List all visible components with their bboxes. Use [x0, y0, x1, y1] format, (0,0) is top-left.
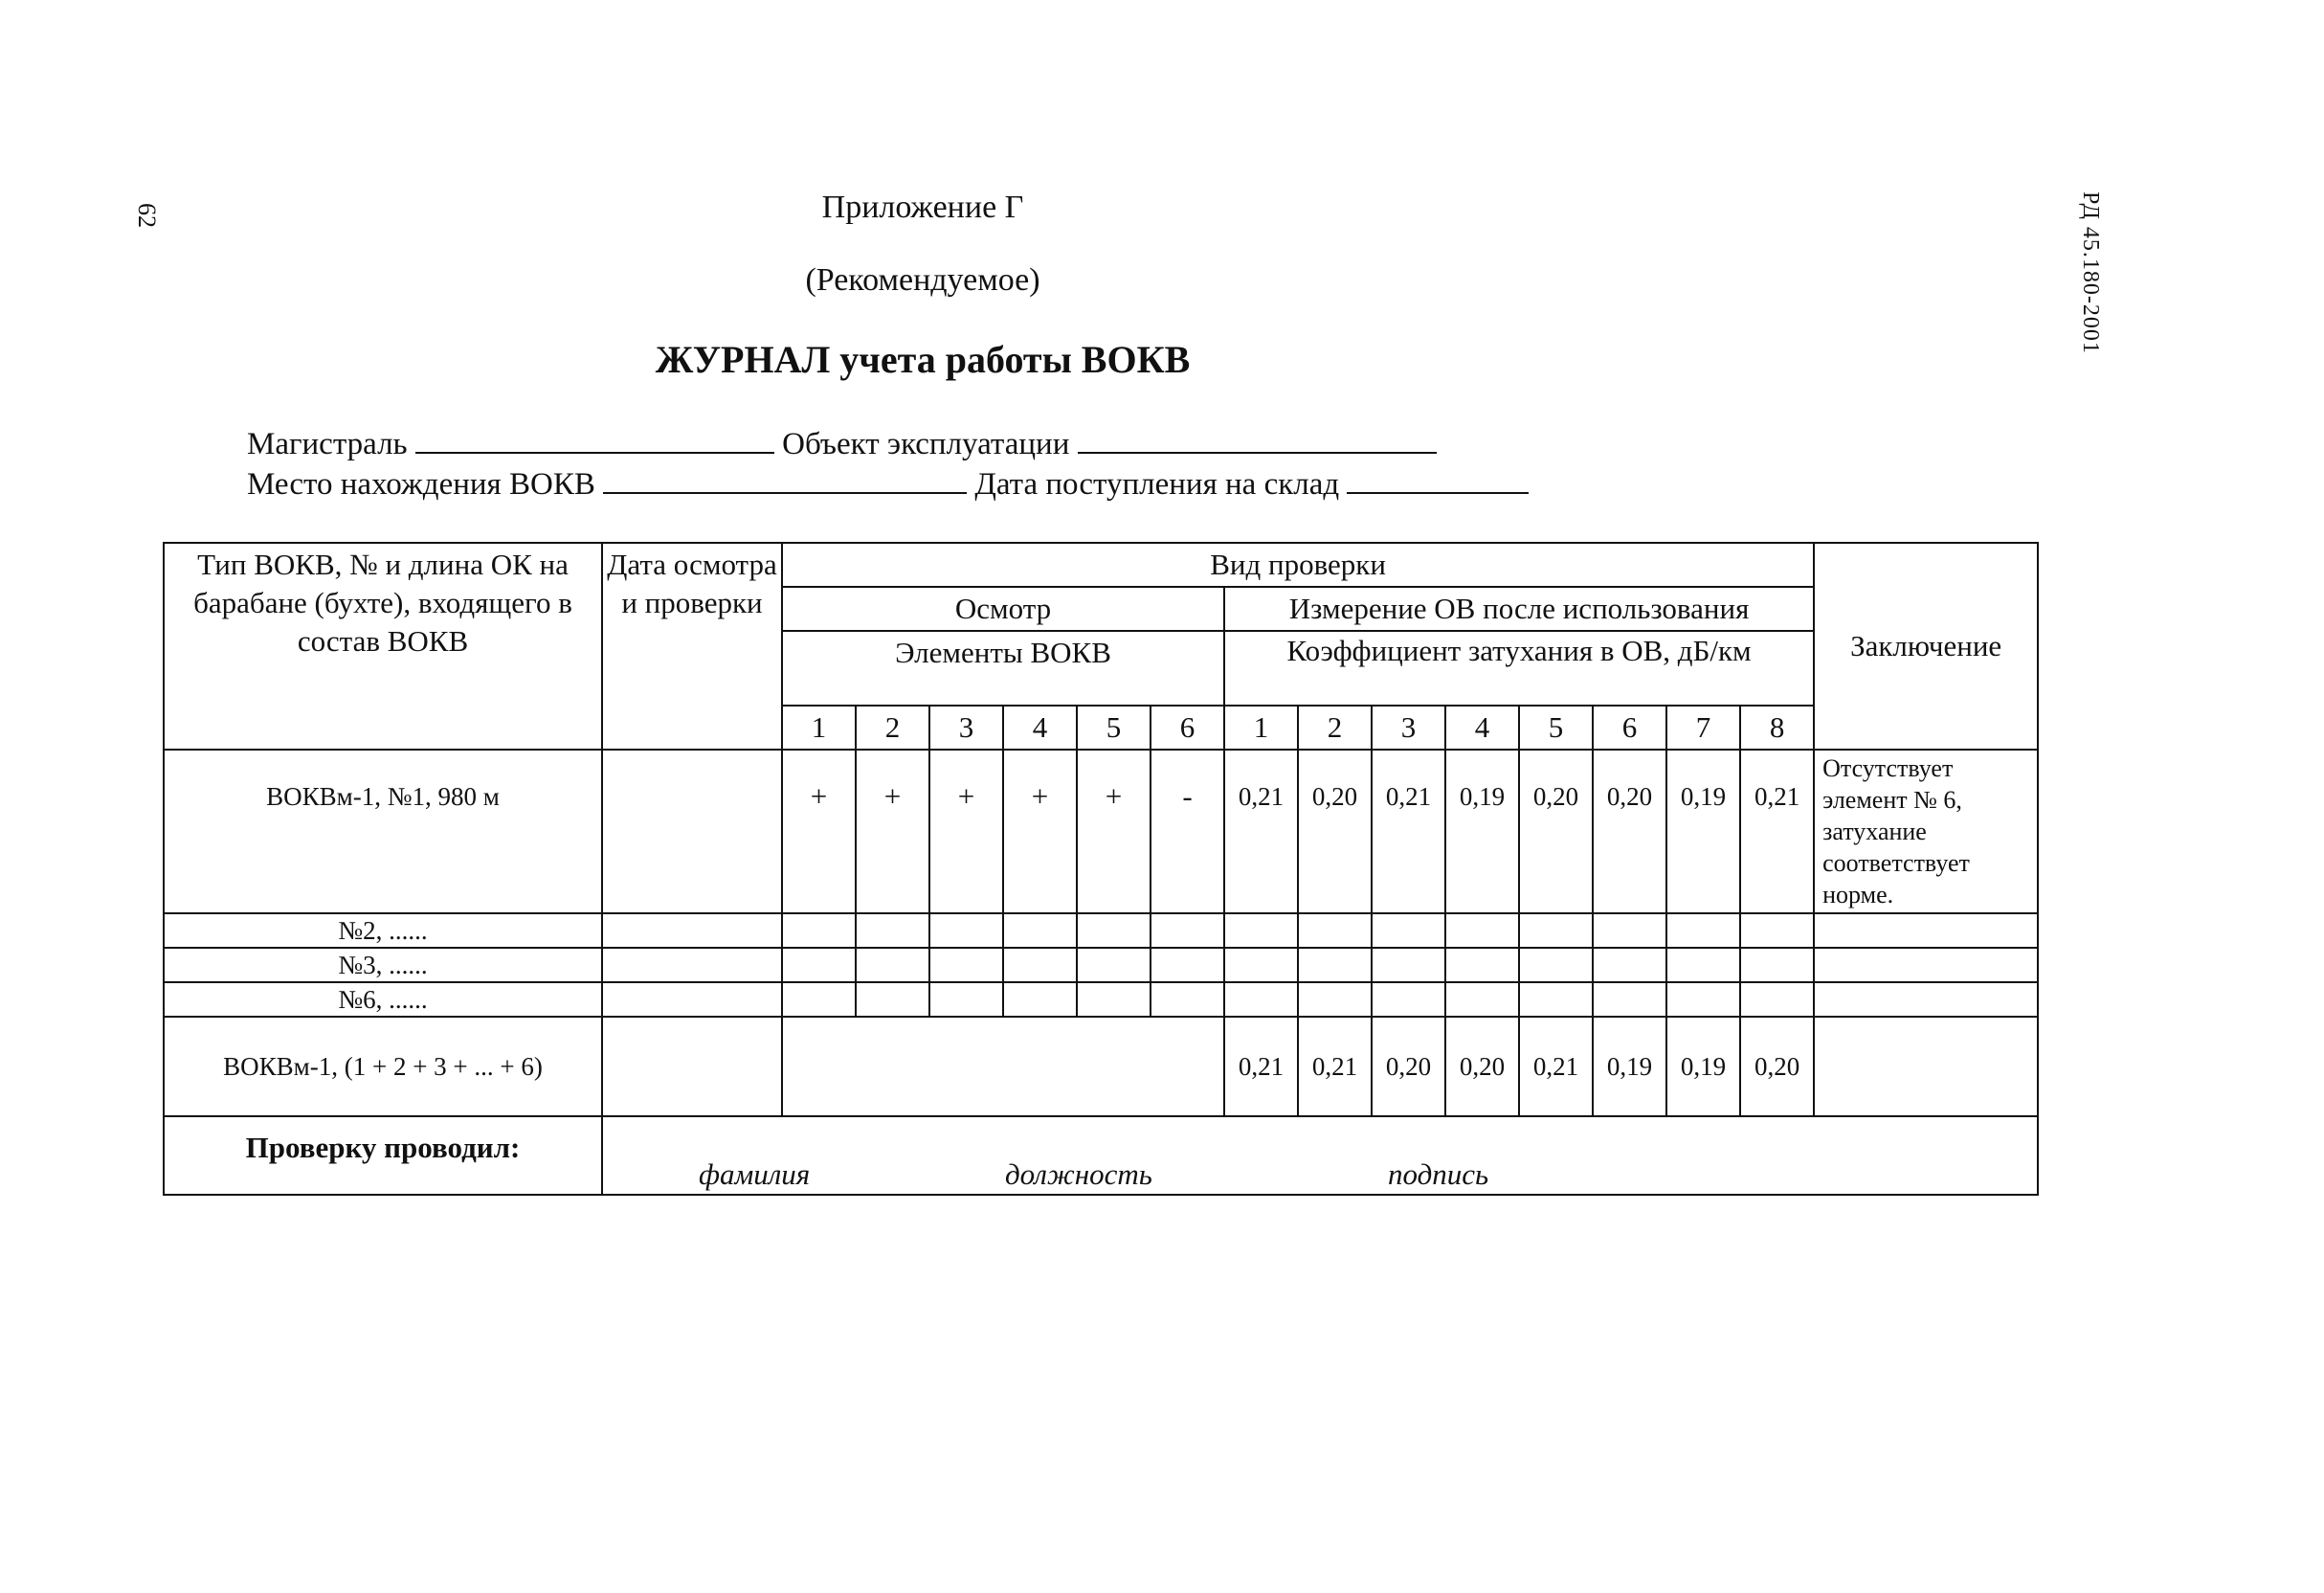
- fiber-number: 4: [1445, 706, 1519, 750]
- signature-cell[interactable]: [602, 1116, 2038, 1195]
- coef-value: 0,19: [1445, 750, 1519, 913]
- signature-sign: подпись: [1388, 1157, 1489, 1191]
- fiber-number: 8: [1740, 706, 1814, 750]
- fiber-number: 2: [1298, 706, 1372, 750]
- signature-surname: фамилия: [699, 1157, 811, 1191]
- row-label: №6, ......: [164, 982, 602, 1017]
- field-object-blank[interactable]: [1078, 427, 1437, 454]
- fiber-number: 1: [1224, 706, 1298, 750]
- fiber-number: 6: [1593, 706, 1666, 750]
- field-line-blank[interactable]: [415, 427, 774, 454]
- row-label: №2, ......: [164, 913, 602, 948]
- coef-value: 0,20: [1298, 750, 1372, 913]
- field-location-label: Место нахождения ВОКВ: [247, 467, 595, 502]
- header-elements: Элементы ВОКВ: [782, 631, 1224, 706]
- fiber-number: 7: [1666, 706, 1740, 750]
- element-number: 2: [856, 706, 929, 750]
- field-date-received-blank[interactable]: [1347, 467, 1529, 494]
- journal-table: [163, 542, 2039, 1196]
- header-check-kind: Вид проверки: [782, 543, 1814, 587]
- coef-value: 0,21: [1740, 750, 1814, 913]
- header-inspection: Осмотр: [782, 587, 1224, 631]
- appendix-heading: Приложение Г: [821, 190, 1024, 225]
- element-mark: +: [1003, 750, 1077, 913]
- coef-value: 0,21: [1519, 1017, 1593, 1116]
- conclusion-text: Отсутствует элемент № 6, затухание соответствует норме.: [1814, 750, 2038, 913]
- element-number: 5: [1077, 706, 1151, 750]
- table-row: [164, 948, 2038, 982]
- row-date[interactable]: [602, 750, 782, 913]
- page-number: 62: [133, 203, 161, 228]
- coef-value: 0,19: [1593, 1017, 1666, 1116]
- row-label: ВОКВм-1, (1 + 2 + 3 + ... + 6): [164, 1017, 602, 1116]
- fields-line-2: [247, 467, 1529, 503]
- checked-by-label: Проверку проводил:: [164, 1116, 602, 1195]
- field-location-blank[interactable]: [603, 467, 967, 494]
- coef-value: 0,20: [1593, 750, 1666, 913]
- header-conclusion: Заключение: [1814, 543, 2038, 750]
- coef-value: 0,21: [1224, 750, 1298, 913]
- journal-title: ЖУРНАЛ учета работы ВОКВ: [655, 338, 1191, 381]
- element-mark: +: [856, 750, 929, 913]
- field-date-received-label: Дата поступления на склад: [974, 467, 1340, 502]
- fields-line-1: [247, 427, 1437, 462]
- element-mark: +: [782, 750, 856, 913]
- document-code: РД 45.180-2001: [2078, 191, 2103, 354]
- element-number: 1: [782, 706, 856, 750]
- element-number: 3: [929, 706, 1003, 750]
- header-coefficient: Коэффициент затухания в ОВ, дБ/км: [1224, 631, 1814, 706]
- header-measurement: Измерение ОВ после использования: [1224, 587, 1814, 631]
- coef-value: 0,20: [1519, 750, 1593, 913]
- recommended-note: (Рекомендуемое): [805, 262, 1040, 298]
- element-mark: +: [929, 750, 1003, 913]
- coef-value: 0,21: [1224, 1017, 1298, 1116]
- element-mark: -: [1151, 750, 1224, 913]
- coef-value: 0,19: [1666, 1017, 1740, 1116]
- coef-value: 0,20: [1372, 1017, 1445, 1116]
- signature-row: [164, 1116, 2038, 1195]
- table-row: [164, 913, 2038, 948]
- signature-position: должность: [1005, 1157, 1152, 1191]
- coef-value: 0,21: [1298, 1017, 1372, 1116]
- fiber-number: 3: [1372, 706, 1445, 750]
- table-row-total: [164, 1017, 2038, 1116]
- row-label: ВОКВм-1, №1, 980 м: [164, 750, 602, 913]
- table-row: [164, 982, 2038, 1017]
- field-object-label: Объект эксплуатации: [782, 427, 1070, 461]
- coef-value: 0,20: [1740, 1017, 1814, 1116]
- row-label: №3, ......: [164, 948, 602, 982]
- coef-value: 0,21: [1372, 750, 1445, 913]
- element-mark: +: [1077, 750, 1151, 913]
- element-number: 6: [1151, 706, 1224, 750]
- field-line-label: Магистраль: [247, 427, 408, 461]
- header-type: Тип ВОКВ, № и длина ОК на барабане (бухте), входящего в состав ВОКВ: [164, 543, 602, 750]
- coef-value: 0,19: [1666, 750, 1740, 913]
- fiber-number: 5: [1519, 706, 1593, 750]
- header-date: Дата осмотра и проверки: [602, 543, 782, 750]
- coef-value: 0,20: [1445, 1017, 1519, 1116]
- table-row: [164, 750, 2038, 913]
- element-number: 4: [1003, 706, 1077, 750]
